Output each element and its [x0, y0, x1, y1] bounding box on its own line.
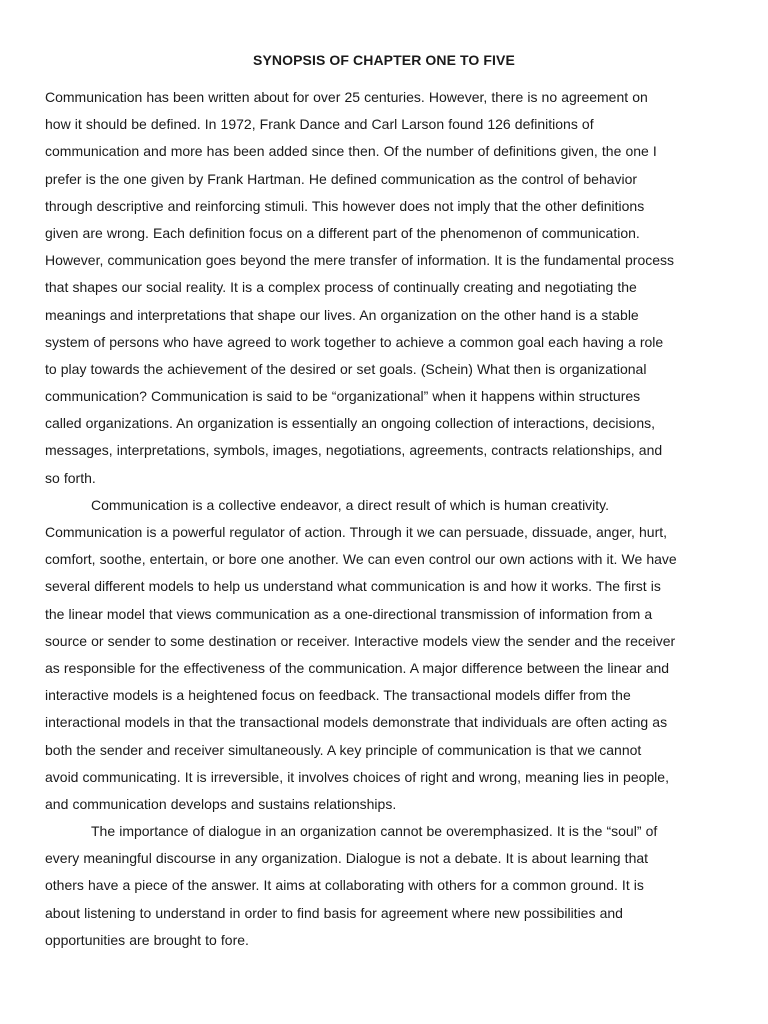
text-line: system of persons who have agreed to work together to achieve a common goal each having a role — [45, 333, 664, 350]
text-line: meanings and interpretations that shape our lives. An organization on the other hand is a stable — [45, 306, 639, 323]
text-line: The importance of dialogue in an organization cannot be overemphasized. It is the “soul” of — [91, 823, 658, 840]
text-line: how it should be defined. In 1972, Frank Dance and Carl Larson found 126 definitions of — [45, 116, 594, 133]
text-line: messages, interpretations, symbols, images, negotiations, agreements, contracts relationships, and — [45, 442, 663, 459]
text-line: as responsible for the effectiveness of the communication. A major difference between the linear and — [45, 659, 670, 676]
text-line: However, communication goes beyond the mere transfer of information. It is the fundamental process — [45, 252, 675, 269]
text-line: several different models to help us understand what communication is and how it works. The first is — [45, 578, 661, 595]
text-line: so forth. — [45, 469, 96, 486]
text-line: that shapes our social reality. It is a complex process of continually creating and negotiating the — [45, 279, 637, 296]
text-line: communication and more has been added since then. Of the number of definitions given, the one I — [45, 143, 657, 160]
text-line: interactional models in that the transactional models demonstrate that individuals are often acting as — [45, 714, 668, 731]
text-line: comfort, soothe, entertain, or bore one another. We can even control our own actions with it. We have — [45, 551, 677, 568]
text-line: every meaningful discourse in any organization. Dialogue is not a debate. It is about learning that — [45, 850, 649, 867]
text-line: source or sender to some destination or receiver. Interactive models view the sender and the receiver — [45, 632, 676, 649]
document-body — [45, 84, 725, 954]
text-line: Communication is a powerful regulator of action. Through it we can persuade, dissuade, anger, hurt, — [45, 524, 668, 540]
text-line: about listening to understand in order to find basis for agreement where new possibilities and — [45, 904, 623, 921]
text-line: opportunities are brought to fore. — [45, 931, 249, 948]
text-line: given are wrong. Each definition focus on a different part of the phenomenon of communication. — [45, 224, 640, 241]
text-line: to play towards the achievement of the desired or set goals. (Schein) What then is organizational — [45, 360, 647, 377]
text-line: communication? Communication is said to be “organizational” when it happens within structures — [45, 388, 641, 405]
text-line: Communication has been written about for over 25 centuries. However, there is no agreement on — [45, 89, 648, 105]
text-line: the linear model that views communication as a one-directional transmission of information from a — [45, 605, 653, 622]
text-line: both the sender and receiver simultaneously. A key principle of communication is that we cannot — [45, 741, 642, 758]
text-line: prefer is the one given by Frank Hartman. He defined communication as the control of behavior — [45, 170, 638, 187]
text-line: others have a piece of the answer. It aims at collaborating with others for a common ground. It is — [45, 877, 644, 894]
text-line: interactive models is a heightened focus on feedback. The transactional models differ from the — [45, 687, 631, 704]
text-line: avoid communicating. It is irreversible, it involves choices of right and wrong, meaning lies in people, — [45, 768, 669, 785]
text-line: Communication is a collective endeavor, a direct result of which is human creativity. — [91, 496, 610, 513]
text-line: called organizations. An organization is essentially an ongoing collection of interactions, decisions, — [45, 415, 656, 432]
text-line: and communication develops and sustains relationships. — [45, 795, 397, 812]
document-title: SYNOPSIS OF CHAPTER ONE TO FIVE — [253, 52, 515, 68]
text-line: through descriptive and reinforcing stimuli. This however does not imply that the other definitions — [45, 197, 645, 214]
